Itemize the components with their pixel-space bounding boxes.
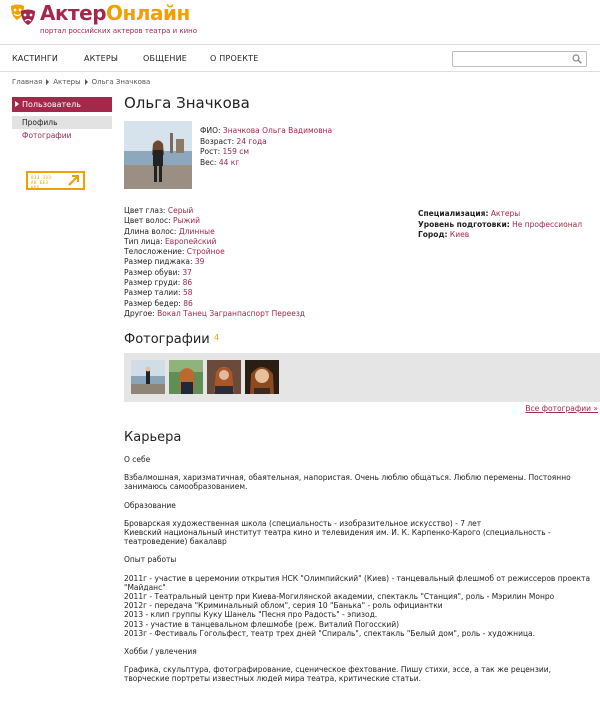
logo-part-online: Онлайн: [106, 1, 190, 25]
career-text: [124, 455, 596, 684]
career-paragraph: 2013 - клип группы Куку Шанель "Песня про Радость" - эпизод.: [124, 610, 378, 620]
info-value-link[interactable]: Киев: [449, 230, 470, 239]
detail-label: Цвет глаз:: [124, 206, 166, 215]
age-label: Возраст:: [200, 136, 235, 146]
detail-value-link[interactable]: Стройное: [186, 247, 225, 257]
detail-row: [124, 299, 305, 309]
photos-gallery: [124, 353, 600, 402]
triangle-right-icon: [15, 101, 19, 107]
breadcrumb-home[interactable]: Главная: [12, 78, 43, 86]
detail-row: [124, 288, 305, 298]
detail-row: [124, 309, 305, 319]
nav-castings[interactable]: КАСТИНГИ: [12, 54, 59, 63]
career-paragraph: Бровaрская художественная школа (специальность - изобразительное искусство) - 7 лет: [124, 518, 482, 528]
detail-value-link[interactable]: Серый: [167, 206, 194, 215]
age-value: 24 года: [236, 136, 267, 146]
partner-banner[interactable]: [26, 171, 85, 190]
info-row: [418, 209, 582, 220]
fio-label: ФИО:: [200, 126, 221, 135]
site-logo-text[interactable]: [40, 1, 190, 25]
career-heading: Образование: [124, 500, 176, 510]
height-row: [200, 147, 332, 158]
career-paragraph: 2011г - Театральный центр при Киева-Могилянской академии, спектакль "Станция", роль - Мэрилин Монро: [124, 592, 555, 602]
appearance-details: [124, 206, 305, 319]
career-paragraph: Графика, скульптура, фотографирование, сценическое фехтование. Пишу стихи, эссе, а так же рецензии, творческие портреты известных людей мира театра, критические статьи.: [124, 665, 551, 684]
detail-label: Цвет волос:: [124, 216, 171, 226]
detail-label: Размер груди:: [124, 278, 181, 288]
detail-value-link[interactable]: 39: [194, 257, 205, 267]
detail-value-link[interactable]: Рыжий: [173, 216, 200, 226]
career-paragraph: 2013г - Фестиваль Гогольфест, театр трех дней "Спираль", спектакль "Белый дом", роль - художница.: [124, 628, 536, 638]
detail-value-link[interactable]: 37: [182, 267, 192, 277]
sidebar-item-profile[interactable]: Профиль: [12, 116, 112, 129]
profile-photo-image: [124, 121, 192, 189]
info-value-link[interactable]: Актеры: [490, 209, 521, 218]
fio-value: Значкова Ольга Вадимовна: [222, 126, 333, 135]
logo-part-actor: Актер: [40, 1, 107, 25]
all-photos-link[interactable]: Все фотографии »: [525, 404, 598, 413]
detail-label: Телосложение:: [124, 247, 185, 257]
detail-row: [124, 227, 305, 237]
detail-row: [124, 278, 305, 288]
height-label: Рост:: [200, 147, 221, 156]
site-header: [0, 0, 600, 44]
breadcrumb-separator-icon: [46, 79, 49, 85]
age-row: [200, 137, 332, 148]
height-value: 159 см: [222, 147, 250, 156]
detail-value-link[interactable]: 58: [182, 288, 193, 298]
search-box: [452, 51, 587, 67]
theatre-masks-logo-icon[interactable]: [9, 3, 37, 27]
detail-value-link[interactable]: Длинные: [178, 226, 215, 236]
breadcrumb-separator-icon: [85, 79, 88, 85]
detail-value-link[interactable]: 86: [183, 298, 193, 308]
photo-thumbnail[interactable]: [169, 360, 203, 394]
breadcrumb: [12, 78, 150, 86]
arrow-up-right-icon: [67, 174, 81, 187]
info-row: [418, 230, 582, 241]
career-paragraph: 2013 - участие в танцевальном флешмобе (реж. Виталий Погосский): [124, 619, 400, 629]
weight-row: [200, 158, 332, 169]
career-paragraph: 2012г - передача "Криминальный облом", серия 10 "Банька" - роль официантки: [124, 601, 443, 611]
page-title: Ольга Значкова: [124, 94, 250, 112]
photos-count-badge: 4: [214, 333, 220, 342]
detail-row: [124, 268, 305, 278]
search-input[interactable]: [457, 52, 567, 66]
detail-label: Размер бедер:: [124, 298, 181, 308]
weight-value: 44 кг: [218, 157, 240, 167]
detail-label: Размер талии:: [124, 288, 181, 298]
career-heading: Хобби / увлечения: [124, 647, 197, 657]
info-label: Город:: [418, 230, 448, 239]
info-value-link[interactable]: Не профессионал: [512, 219, 583, 229]
career-heading: О себе: [124, 455, 151, 464]
photo-thumbnail[interactable]: [131, 360, 165, 394]
avatar[interactable]: [124, 121, 192, 189]
career-heading: Опыт работы: [124, 555, 177, 565]
detail-value-link[interactable]: Вокал Танец Загранпаспорт Переезд: [157, 308, 305, 318]
nav-actors[interactable]: АКТЕРЫ: [84, 54, 119, 63]
search-icon[interactable]: [572, 54, 582, 64]
nav-about[interactable]: О ПРОЕКТЕ: [210, 54, 259, 63]
detail-label: Тип лица:: [124, 236, 163, 246]
detail-label: Длина волос:: [124, 226, 177, 236]
detail-label: Другое:: [124, 308, 155, 318]
detail-row: [124, 237, 305, 247]
detail-value-link[interactable]: 86: [182, 278, 193, 288]
basic-info: [200, 126, 332, 168]
photo-thumbnail[interactable]: [245, 360, 279, 394]
photos-section-title: Фотографии: [124, 332, 210, 347]
info-label: Уровень подготовки:: [418, 219, 510, 229]
fio-row: [200, 126, 332, 137]
detail-label: Размер пиджака:: [124, 257, 193, 267]
info-label: Специализация:: [418, 209, 489, 218]
partner-banner-text: ОЗЗ ЗЗЗ АК ЕЕЗ НОЕ: [31, 175, 52, 190]
detail-label: Размер обуви:: [124, 267, 180, 277]
weight-label: Вес:: [200, 157, 217, 167]
specialization-info: [418, 209, 582, 241]
main-nav: [0, 44, 600, 72]
photo-thumbnail[interactable]: [207, 360, 241, 394]
breadcrumb-actors[interactable]: Актеры: [53, 78, 81, 86]
nav-community[interactable]: ОБЩЕНИЕ: [143, 54, 188, 63]
career-paragraph: Киевский национальный институт театра кино и телевидения им. И. К. Карпенко-Карого (специальность - театроведение) бакалавр: [124, 528, 551, 547]
sidebar-item-photos[interactable]: Фотографии: [22, 131, 72, 140]
detail-row: [124, 247, 305, 257]
career-paragraph: 2011г - участие в церемонии открытия НСК "Олимпийский" (Киев) - танцевальный флешмоб от режиссеров проекта "Майданс": [124, 573, 591, 592]
career-paragraph: Взбалмошная, харизматичная, обаятельная, напористая. Очень люблю общаться. Люблю перемены. Постоянно занимаюсь самообразованием.: [124, 473, 571, 492]
detail-row: [124, 216, 305, 226]
site-tagline: портал российских актеров театра и кино: [40, 27, 197, 35]
detail-value-link[interactable]: Европейский: [165, 236, 217, 246]
detail-row: [124, 206, 305, 216]
detail-row: [124, 257, 305, 267]
info-row: [418, 220, 582, 231]
sidebar-header: [12, 97, 112, 112]
sidebar-header-label: Пользователь: [22, 100, 81, 109]
breadcrumb-current: Ольга Значкова: [91, 78, 151, 86]
career-section-title: Карьера: [124, 430, 182, 445]
